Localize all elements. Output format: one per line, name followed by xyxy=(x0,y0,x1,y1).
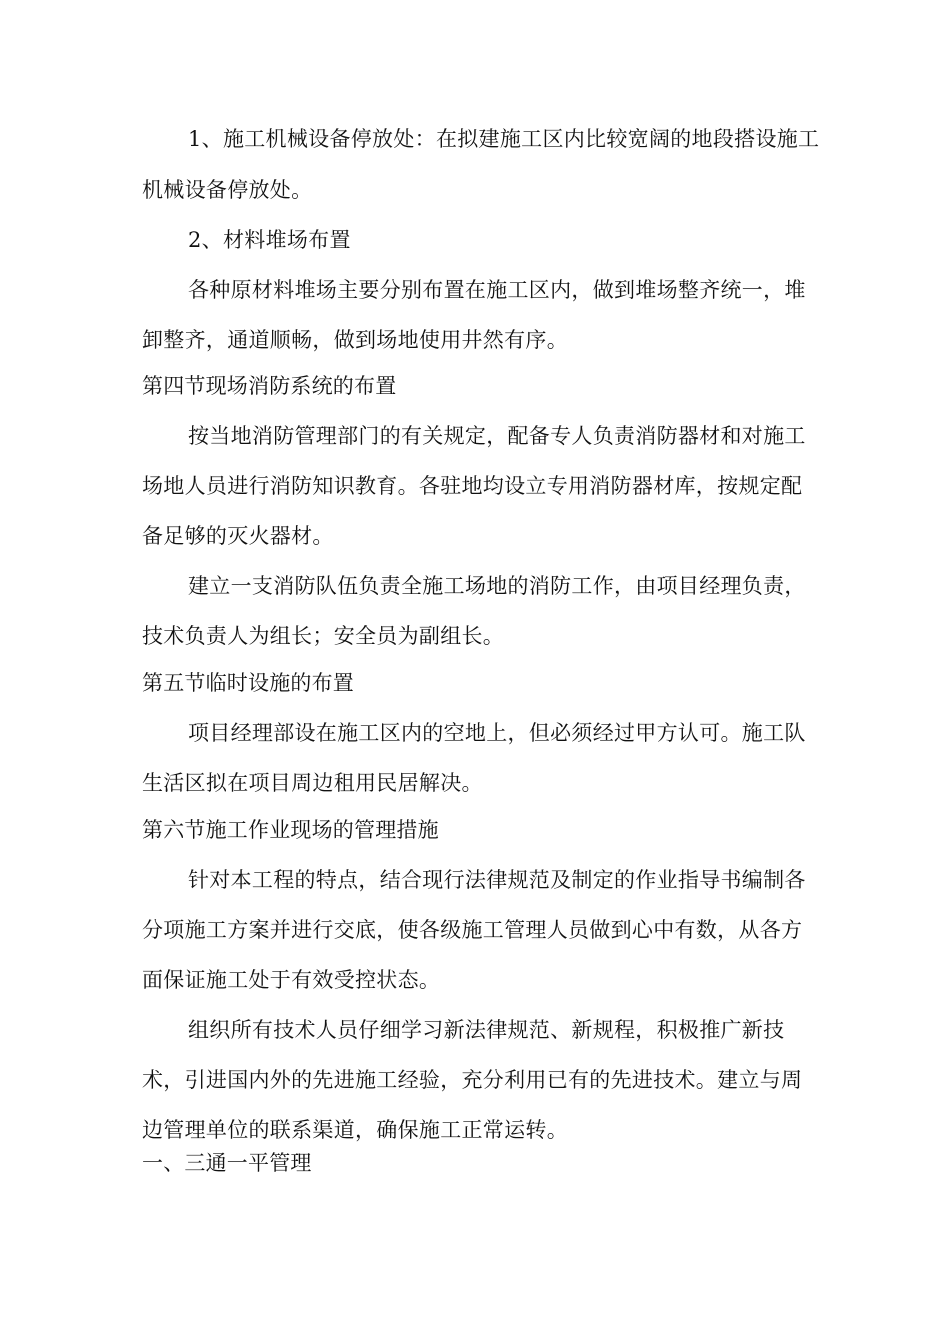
paragraph-line: 卸整齐，通道顺畅，做到场地使用井然有序。 xyxy=(142,328,568,352)
paragraph-line: 场地人员进行消防知识教育。各驻地均设立专用消防器材库，按规定配 xyxy=(142,474,803,498)
paragraph-line: 技术负责人为组长；安全员为副组长。 xyxy=(142,624,505,648)
section-heading: 第四节现场消防系统的布置 xyxy=(142,374,397,398)
paragraph-line: 1、施工机械设备停放处：在拟建施工区内比较宽阔的地段搭设施工 xyxy=(188,127,820,151)
paragraph-line: 面保证施工处于有效受控状态。 xyxy=(142,968,441,992)
paragraph-line: 建立一支消防队伍负责全施工场地的消防工作，由项目经理负责， xyxy=(188,574,806,598)
section-heading: 第五节临时设施的布置 xyxy=(142,671,354,695)
section-heading: 第六节施工作业现场的管理措施 xyxy=(142,818,439,842)
paragraph-line: 备足够的灭火器材。 xyxy=(142,524,334,548)
paragraph-line: 机械设备停放处。 xyxy=(142,178,313,202)
list-item-heading: 2、材料堆场布置 xyxy=(188,228,351,252)
paragraph-line: 生活区拟在项目周边租用民居解决。 xyxy=(142,771,483,795)
paragraph-line: 各种原材料堆场主要分别布置在施工区内，做到堆场整齐统一，堆 xyxy=(188,278,806,302)
paragraph-line: 边管理单位的联系渠道，确保施工正常运转。 xyxy=(142,1118,568,1142)
paragraph-line: 分项施工方案并进行交底，使各级施工管理人员做到心中有数，从各方 xyxy=(142,918,803,942)
subsection-heading: 一、三通一平管理 xyxy=(142,1151,312,1175)
paragraph-line: 按当地消防管理部门的有关规定，配备专人负责消防器材和对施工 xyxy=(188,424,806,448)
paragraph-line: 针对本工程的特点，结合现行法律规范及制定的作业指导书编制各 xyxy=(188,868,806,892)
paragraph-line: 术，引进国内外的先进施工经验，充分利用已有的先进技术。建立与周 xyxy=(142,1068,803,1092)
paragraph-line: 项目经理部设在施工区内的空地上，但必须经过甲方认可。施工队 xyxy=(188,721,806,745)
paragraph-line: 组织所有技术人员仔细学习新法律规范、新规程，积极推广新技 xyxy=(188,1018,785,1042)
